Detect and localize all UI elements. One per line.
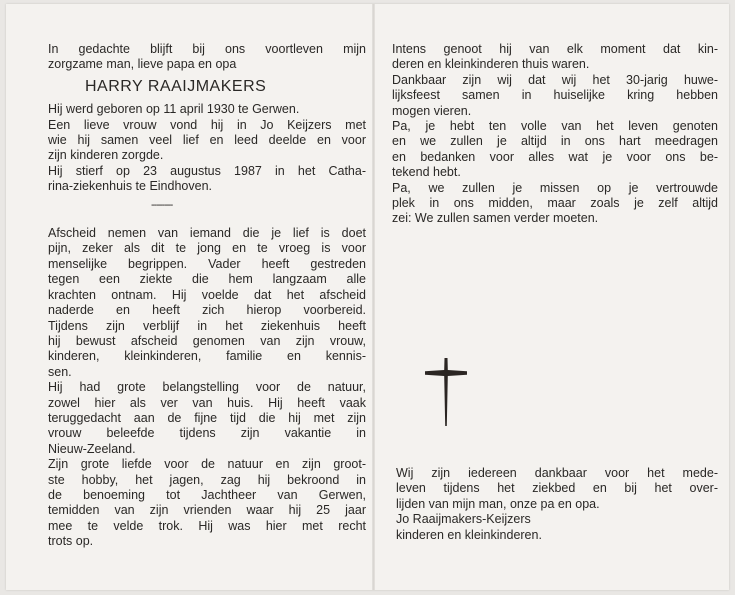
right-text-line: Dankbaar zijn wij dat wij het 30-jarig huwe- (392, 72, 718, 87)
right-text-line: en we zullen je altijd in ons hart meedragen (392, 134, 718, 149)
right-text-line: lijksfeest samen in huiselijke kring hebben (392, 88, 718, 103)
story-line: zowel hier als ver van huis. Hij heeft vaak (48, 395, 366, 410)
thanks-line: leven tijdens het ziekbed en bij het over- (396, 481, 718, 496)
right-text-line: mogen vieren. (392, 103, 472, 118)
story-line: Zijn grote liefde voor de natuur en zijn groot- (48, 457, 366, 472)
right-page (392, 42, 718, 227)
separator: -------- (151, 198, 173, 211)
story-line: vrouw beleefde tijdens zijn vakantie in (48, 426, 366, 441)
thanks-line: Wij zijn iedereen dankbaar voor het mede- (396, 466, 718, 480)
bio-line: Een lieve vrouw vond hij in Jo Keijzers met (48, 117, 366, 132)
bio-line: rina-ziekenhuis te Eindhoven. (48, 179, 212, 194)
thanks-line: lijden van mijn man, onze pa en opa. (396, 496, 600, 511)
story-line: kinderen, kleinkinderen, familie en kennis- (48, 349, 366, 364)
thanks-block (396, 466, 718, 543)
right-text-line: zei: We zullen samen verder moeten. (392, 211, 599, 226)
deceased-name: HARRY RAAIJMAKERS (85, 77, 267, 95)
right-text-line: plek in ons midden, maar zoals je zelf altijd (392, 196, 718, 211)
signature-line: kinderen en kleinkinderen. (396, 527, 542, 542)
story-line: mee te velde trok. Hij was hier met recht (48, 518, 366, 533)
story-line: teruggedacht aan de fijne tijd die hij met zijn (48, 410, 366, 425)
intro-line: In gedachte blijft bij ons voortleven mijn (48, 42, 366, 56)
story-line: ste hobby, het jagen, zag hij bekroond in (48, 472, 366, 487)
card-fold (372, 4, 375, 590)
right-text-line: deren en kleinkinderen thuis waren. (392, 57, 590, 72)
story-line: temidden van zijn vrienden waar hij 25 jaar (48, 503, 366, 518)
intro-line: zorgzame man, lieve papa en opa (48, 57, 237, 72)
story-line: naderde en heeft zich hierop voorbereid. (48, 303, 366, 318)
story-line: sen. (48, 364, 72, 379)
story-line: de benoeming tot Jachtheer van Gerwen, (48, 487, 366, 502)
left-page (48, 42, 366, 550)
right-text-line: Pa, je hebt ten volle van het leven genoten (392, 119, 718, 134)
story-line: Nieuw-Zeeland. (48, 441, 136, 456)
bio-line: Hij werd geboren op 11 april 1930 te Gerwen. (48, 102, 300, 117)
signature-line: Jo Raaijmakers-Keijzers (396, 512, 531, 527)
story-line: hij bewust afscheid genomen van zijn vrouw, (48, 333, 366, 348)
story-line: tegen een ziekte die hem langzaam alle (48, 272, 366, 287)
right-text-line: en bedanken voor alles wat je voor ons be- (392, 149, 718, 164)
story-line: trots op. (48, 534, 94, 549)
story-line: krachten ontnam. Hij voelde dat het afscheid (48, 287, 366, 302)
bio-line: wie hij samen veel lief en leed deelde en voor (48, 133, 366, 148)
right-text-line: Pa, we zullen je missen op je vertrouwde (392, 180, 718, 195)
story-line: Hij had grote belangstelling voor de natuur, (48, 380, 366, 395)
bio-line: Hij stierf op 23 augustus 1987 in het Catha- (48, 163, 366, 178)
bio-line: zijn kinderen zorgde. (48, 148, 164, 163)
cross-icon (424, 356, 468, 428)
story-line: menselijke begrippen. Vader heeft gestreden (48, 256, 366, 271)
right-text-line: tekend hebt. (392, 165, 461, 180)
story-line: Afscheid nemen van iemand die je lief is doet (48, 226, 366, 241)
right-text-line: Intens genoot hij van elk moment dat kin- (392, 42, 718, 56)
story-line: Tijdens zijn verblijf in het ziekenhuis heeft (48, 318, 366, 333)
story-line: pijn, zeker als dit te jong en te vroeg is voor (48, 241, 366, 256)
